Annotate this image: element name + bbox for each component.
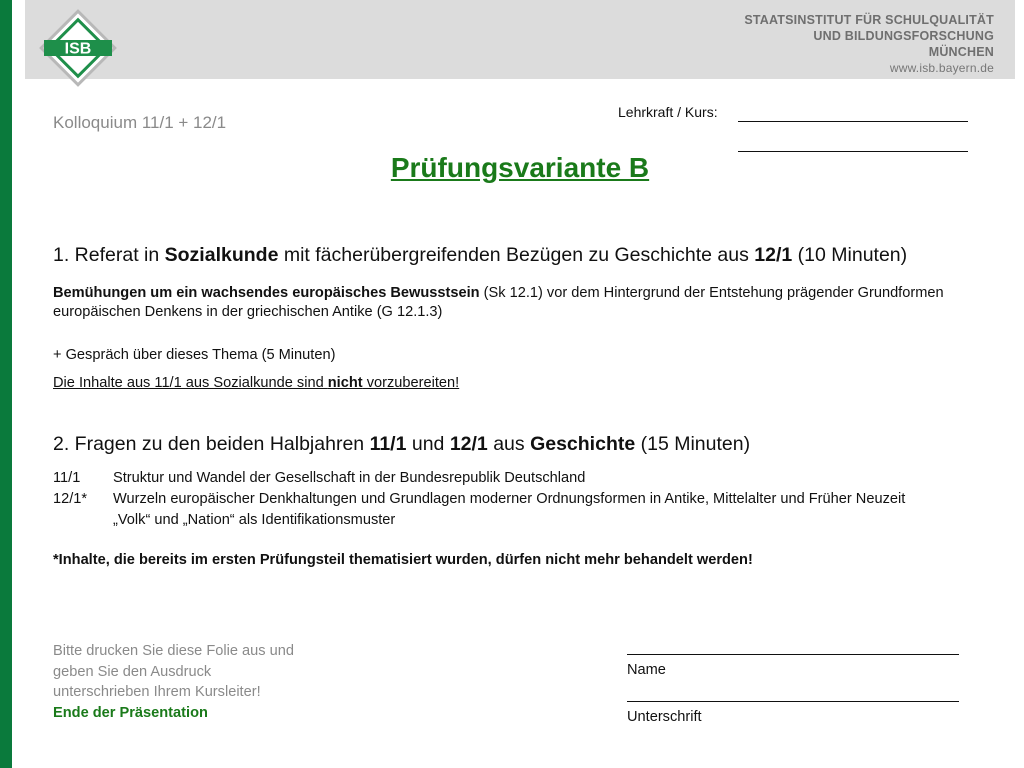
institute-line-1: STAATSINSTITUT FÜR SCHULQUALITÄT: [744, 13, 994, 27]
institute-line-2: UND BILDUNGSFORSCHUNG: [813, 29, 994, 43]
section-1-heading: 1. Referat in Sozialkunde mit fächerübergreifenden Bezügen zu Geschichte aus 12/1 (10 Minuten): [53, 244, 908, 266]
institute-url: www.isb.bayern.de: [889, 61, 994, 75]
institute-line-3: MÜNCHEN: [928, 45, 994, 59]
row-text-1: Struktur und Wandel der Gesellschaft in der Bundesrepublik Deutschland: [113, 470, 586, 486]
name-label: Name: [627, 662, 666, 678]
lehrkraft-label: Lehrkraft / Kurs:: [618, 104, 718, 120]
isb-logo: [38, 8, 118, 88]
print-instruction-line-2: geben Sie den Ausdruck: [53, 663, 212, 680]
signature-line: [627, 701, 959, 702]
logo-text: ISB: [64, 40, 92, 58]
institute-name: [744, 12, 994, 76]
print-instruction-line-1: Bitte drucken Sie diese Folie aus und: [53, 643, 294, 659]
row-label-2: 12/1*: [53, 491, 88, 507]
name-line: [627, 654, 959, 655]
section-1-topic: Bemühungen um ein wachsendes europäisches Bewusstsein (Sk 12.1) vor dem Hintergrund der Entstehung prägender Grundformen europäischen Denkens in der griechischen Antike (G 12.1.3): [53, 285, 944, 320]
page-title: Prüfungsvariante B: [390, 152, 650, 183]
lehrkraft-line-1: [738, 121, 968, 122]
end-of-presentation: Ende der Präsentation: [53, 704, 208, 721]
row-text-3: „Volk“ und „Nation“ als Identifikationsmuster: [113, 512, 396, 528]
section-1-note: Die Inhalte aus 11/1 aus Sozialkunde sind nicht vorzubereiten!: [53, 375, 460, 391]
kolloquium-label: Kolloquium 11/1 + 12/1: [53, 113, 227, 132]
signature-label: Unterschrift: [627, 709, 702, 725]
row-label-1: 11/1: [53, 470, 81, 486]
green-sidebar-bar: [0, 0, 12, 768]
footnote: *Inhalte, die bereits im ersten Prüfungsteil thematisiert wurden, dürfen nicht mehr behandelt werden!: [53, 552, 753, 568]
print-instruction: [53, 641, 294, 723]
row-text-2: Wurzeln europäischer Denkhaltungen und Grundlagen moderner Ordnungsformen in Antike, Mittelalter und Früher Neuzeit: [113, 491, 906, 507]
gespraech-line: + Gespräch über dieses Thema (5 Minuten): [53, 347, 336, 363]
section-2-heading: 2. Fragen zu den beiden Halbjahren 11/1 und 12/1 aus Geschichte (15 Minuten): [53, 433, 751, 455]
print-instruction-line-3: unterschrieben Ihrem Kursleiter!: [53, 684, 261, 700]
